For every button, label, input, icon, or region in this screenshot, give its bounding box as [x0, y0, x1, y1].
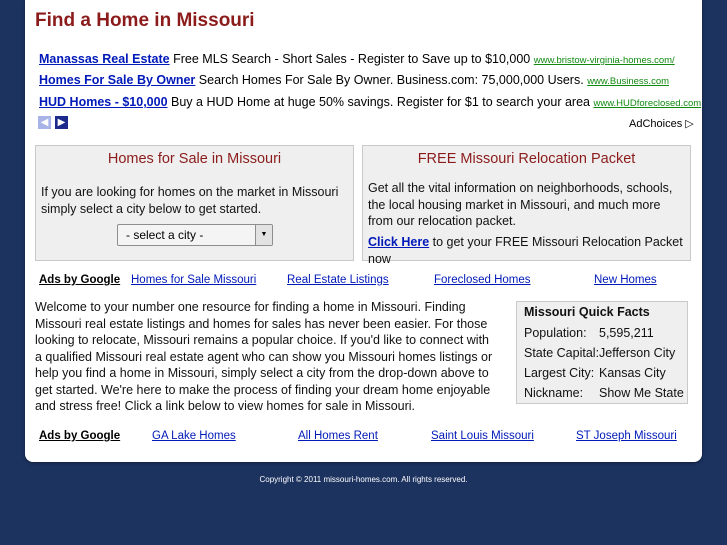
fact-value: 5,595,211 [599, 326, 654, 340]
quick-facts-box [516, 301, 688, 404]
fact-value: Kansas City [599, 366, 666, 380]
fact-row [524, 366, 594, 380]
ad-description: Free MLS Search - Short Sales - Register to Save up to $10,000 [173, 52, 531, 66]
ad-item [39, 73, 669, 87]
ads-by-google-link[interactable]: Ads by Google [39, 430, 121, 442]
ad-link[interactable]: Real Estate Listings [287, 274, 389, 286]
ad-url-link[interactable]: www.HUDforeclosed.com [593, 98, 702, 109]
adchoices-link[interactable] [629, 117, 694, 130]
relocation-cta [368, 234, 690, 267]
click-here-link[interactable]: Click Here [368, 235, 430, 249]
quick-facts-title: Missouri Quick Facts [524, 305, 650, 319]
city-select-dropdown[interactable] [117, 224, 273, 246]
welcome-text: Welcome to your number one resource for finding a home in Missouri. Finding Missouri real estate listings and homes for sales has never been easier. For those looking to relocate, Missouri remains a popular choice. If you'd like to connect with a qualified Missouri real estate agent who can show you Missouri homes listings or help you find a home in Missouri, simply select a city from the drop-down above to get started. We're here to make the process of finding your dream home enjoyable and stress free! Click a link below to view homes for sale in Missouri. [35, 300, 493, 413]
ad-description: Buy a HUD Home at huge 50% savings. Register for $1 to search your area [171, 95, 590, 109]
fact-label: Nickname: [524, 386, 584, 400]
chevron-left-icon[interactable]: ◀ [38, 116, 51, 129]
panel-description: Get all the vital information on neighborhoods, schools, the local housing market in Missouri, and much more from our relocation packet. [368, 181, 673, 228]
panel-description: If you are looking for homes on the market in Missouri simply select a city below to get started. [41, 185, 339, 216]
ad-link[interactable]: ST Joseph Missouri [576, 430, 677, 442]
ad-link[interactable]: Saint Louis Missouri [431, 430, 534, 442]
panel-heading: Homes for Sale in Missouri [107, 151, 282, 167]
fact-row [524, 326, 587, 340]
ad-link[interactable]: Foreclosed Homes [434, 274, 531, 286]
ad-title-link[interactable]: Manassas Real Estate [39, 52, 170, 66]
city-select-value: - select a city - [126, 228, 204, 242]
page-title: Find a Home in Missouri [35, 10, 255, 31]
ad-description: Search Homes For Sale By Owner. Business.com: 75,000,000 Users. [198, 73, 584, 87]
fact-row [524, 386, 583, 400]
ad-title-link[interactable]: HUD Homes - $10,000 [39, 95, 168, 109]
ad-link[interactable]: Homes for Sale Missouri [131, 274, 257, 286]
ad-link[interactable]: GA Lake Homes [152, 430, 236, 442]
ad-link[interactable]: All Homes Rent [298, 430, 378, 442]
content-card [25, 0, 702, 462]
fact-label: State Capital: [524, 346, 600, 360]
fact-value: Jefferson City [599, 346, 676, 360]
cta-text: to get your FREE Missouri Relocation Packet now [368, 235, 683, 266]
ad-title-link[interactable]: Homes For Sale By Owner [39, 73, 196, 87]
relocation-packet-panel [362, 145, 691, 266]
adchoices-icon: ▷ [685, 118, 694, 130]
fact-label: Population: [524, 326, 587, 340]
ads-by-google-link[interactable]: Ads by Google [39, 274, 121, 286]
ad-item [39, 52, 675, 66]
homes-for-sale-panel [35, 145, 354, 261]
fact-row [524, 346, 599, 360]
ad-url-link[interactable]: www.Business.com [587, 76, 670, 87]
ad-item [39, 95, 701, 109]
fact-label: Largest City: [524, 366, 595, 380]
fact-value: Show Me State [599, 386, 684, 400]
ad-url-link[interactable]: www.bristow-virginia-homes.com/ [533, 55, 675, 66]
chevron-right-icon[interactable]: ▶ [55, 116, 68, 129]
chevron-down-icon[interactable]: ▼ [255, 225, 272, 245]
panel-heading: FREE Missouri Relocation Packet [417, 151, 636, 167]
adchoices-label: AdChoices [629, 118, 683, 130]
ad-link[interactable]: New Homes [594, 274, 657, 286]
footer-copyright: Copyright © 2011 missouri-homes.com. All rights reserved. [259, 475, 468, 484]
